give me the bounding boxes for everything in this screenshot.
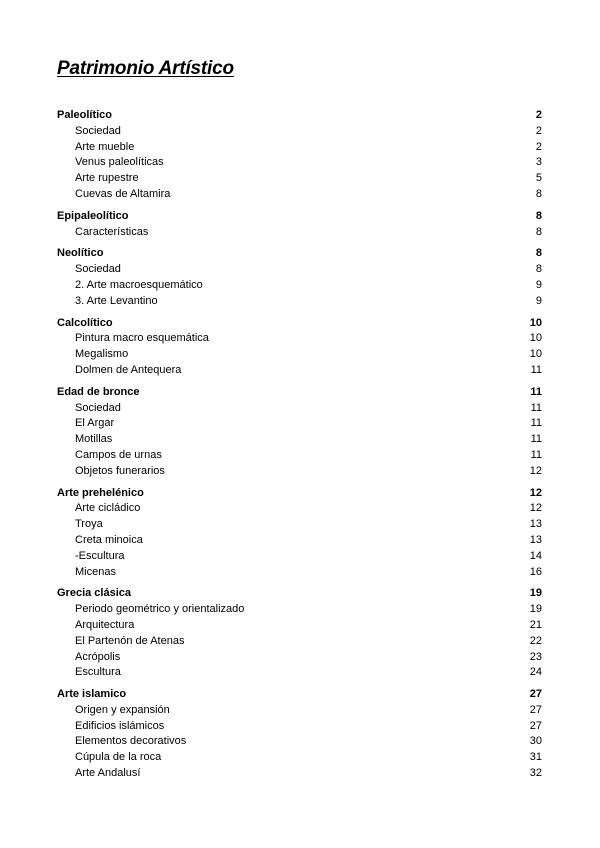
toc-heading-row[interactable] (57, 316, 542, 332)
toc-entry-label: Cúpula de la roca (75, 751, 162, 764)
toc-heading-page: 12 (529, 486, 542, 499)
toc-section (57, 209, 542, 241)
toc-heading-row[interactable] (57, 586, 542, 602)
toc-entry-row[interactable] (57, 719, 542, 735)
toc-entry-row[interactable] (57, 140, 542, 156)
toc-entry-row[interactable] (57, 618, 542, 634)
toc-section (57, 316, 542, 379)
toc-entry-page: 9 (535, 278, 542, 291)
toc-heading-title: Grecia clásica (57, 587, 132, 600)
toc-entry-label: Cuevas de Altamira (75, 187, 171, 200)
toc-entry-page: 27 (529, 703, 542, 716)
toc-entry-page: 21 (529, 618, 542, 631)
toc-heading-title: Calcolítico (57, 316, 113, 329)
toc-entry-page: 2 (535, 140, 542, 153)
toc-entry-page: 8 (535, 225, 542, 238)
toc-entry-label: Arte mueble (75, 140, 135, 153)
toc-entry-row[interactable] (57, 363, 542, 379)
toc-entry-row[interactable] (57, 278, 542, 294)
toc-entry-label: Campos de urnas (75, 448, 162, 461)
toc-heading-page: 11 (530, 385, 542, 398)
toc-entry-label: Escultura (75, 666, 121, 679)
toc-entry-label: Arquitectura (75, 618, 135, 631)
toc-heading-title: Epipaleolítico (57, 209, 129, 222)
toc-entry-label: Origen y expansión (75, 703, 170, 716)
toc-entry-page: 8 (535, 187, 542, 200)
toc-entry-row[interactable] (57, 517, 542, 533)
toc-entry-label: Arte Andalusí (75, 767, 141, 780)
toc-heading-page: 2 (535, 109, 542, 121)
toc-entry-page: 14 (529, 549, 542, 562)
toc-entry-page: 13 (529, 518, 542, 531)
toc-entry-label: -Escultura (75, 549, 125, 562)
toc-entry-label: Acrópolis (75, 650, 121, 663)
toc-entry-page: 19 (529, 603, 542, 616)
toc-section (57, 687, 542, 782)
toc-entry-page: 12 (529, 502, 542, 515)
toc-heading-row[interactable] (57, 209, 542, 225)
toc-heading-page: 10 (529, 316, 542, 329)
toc-heading-title: Arte prehelénico (57, 486, 144, 499)
toc-entry-label: Edificios islámicos (75, 719, 165, 732)
toc-entry-page: 9 (535, 294, 542, 307)
toc-entry-label: Arte rupestre (75, 172, 139, 185)
toc-entry-page: 12 (529, 464, 542, 477)
toc-entry-page: 2 (535, 124, 542, 137)
toc-entry-row[interactable] (57, 347, 542, 363)
toc-entry-page: 11 (530, 448, 542, 461)
toc-heading-title: Arte islamico (57, 688, 127, 701)
toc-heading-page: 8 (535, 247, 542, 260)
toc-entry-page: 10 (529, 348, 542, 361)
toc-section (57, 385, 542, 480)
toc-entry-label: Creta minoica (75, 533, 143, 546)
toc-section (57, 486, 542, 581)
toc-entry-label: Megalismo (75, 348, 129, 361)
toc-entry-row[interactable] (57, 634, 542, 650)
toc-entry-page: 32 (529, 767, 542, 780)
toc-heading-title: Paleolítico (57, 109, 113, 121)
toc-entry-label: El Argar (75, 417, 115, 430)
toc-entry-label: Dolmen de Antequera (75, 363, 182, 376)
toc-entry-row[interactable] (57, 464, 542, 480)
toc-entry-page: 8 (535, 263, 542, 276)
toc-entry-label: 3. Arte Levantino (75, 294, 158, 307)
toc-entry-label: Pintura macro esquemática (75, 332, 209, 345)
toc-entry-row[interactable] (57, 665, 542, 681)
toc-entry-row[interactable] (57, 766, 542, 782)
toc-entry-label: 2. Arte macroesquemático (75, 278, 203, 291)
toc-entry-row[interactable] (57, 331, 542, 347)
toc-entry-page: 3 (535, 156, 542, 169)
toc-heading-title: Edad de bronce (57, 385, 140, 398)
toc-entry-row[interactable] (57, 416, 542, 432)
toc-entry-row[interactable] (57, 501, 542, 517)
toc-entry-page: 30 (529, 735, 542, 748)
toc-entry-label: Sociedad (75, 124, 121, 137)
toc-entry-row[interactable] (57, 750, 542, 766)
toc-entry-page: 11 (530, 363, 542, 376)
toc-heading-page: 8 (535, 209, 542, 222)
toc-entry-row[interactable] (57, 432, 542, 448)
toc-entry-row[interactable] (57, 187, 542, 203)
toc-entry-label: Venus paleolíticas (75, 156, 164, 169)
toc-heading-row[interactable] (57, 246, 542, 262)
toc-entry-row[interactable] (57, 549, 542, 565)
toc-entry-row[interactable] (57, 448, 542, 464)
toc-entry-row[interactable] (57, 734, 542, 750)
toc-entry-label: Arte cicládico (75, 502, 141, 515)
toc-section (57, 246, 542, 309)
toc-heading-row[interactable] (57, 108, 542, 124)
toc-entry-label: Características (75, 225, 149, 238)
toc-heading-page: 19 (529, 587, 542, 600)
toc-heading-row[interactable] (57, 486, 542, 502)
toc-entry-row[interactable] (57, 565, 542, 581)
toc-entry-row[interactable] (57, 171, 542, 187)
toc-entry-page: 16 (529, 565, 542, 578)
toc-entry-row[interactable] (57, 401, 542, 417)
toc-entry-page: 13 (529, 533, 542, 546)
toc-section (57, 586, 542, 681)
toc-entry-label: Micenas (75, 565, 116, 578)
toc-entry-label: Elementos decorativos (75, 735, 187, 748)
toc-entry-row[interactable] (57, 124, 542, 140)
toc-entry-row[interactable] (57, 602, 542, 618)
toc-section (57, 108, 542, 203)
toc-entry-row[interactable] (57, 650, 542, 666)
toc-entry-label: Periodo geométrico y orientalizado (75, 603, 245, 616)
table-of-contents (57, 108, 542, 788)
toc-heading-page: 27 (529, 688, 542, 701)
toc-entry-page: 11 (530, 417, 542, 430)
toc-entry-row[interactable] (57, 262, 542, 278)
toc-entry-label: El Partenón de Atenas (75, 634, 185, 647)
toc-entry-page: 11 (530, 401, 542, 414)
toc-heading-row[interactable] (57, 687, 542, 703)
toc-entry-row[interactable] (57, 225, 542, 241)
toc-entry-label: Motillas (75, 433, 113, 446)
toc-entry-label: Sociedad (75, 263, 121, 276)
toc-entry-page: 31 (529, 751, 542, 764)
toc-entry-row[interactable] (57, 155, 542, 171)
toc-heading-title: Neolítico (57, 247, 104, 260)
toc-entry-row[interactable] (57, 703, 542, 719)
toc-entry-page: 27 (529, 719, 542, 732)
toc-entry-page: 23 (529, 650, 542, 663)
toc-entry-page: 11 (530, 433, 542, 446)
toc-entry-row[interactable] (57, 294, 542, 310)
toc-entry-label: Troya (75, 518, 103, 531)
toc-entry-row[interactable] (57, 533, 542, 549)
toc-entry-page: 24 (529, 666, 542, 679)
toc-entry-page: 10 (529, 332, 542, 345)
toc-entry-page: 22 (529, 634, 542, 647)
toc-entry-label: Objetos funerarios (75, 464, 165, 477)
toc-entry-label: Sociedad (75, 401, 121, 414)
page-title: Patrimonio Artístico (57, 58, 234, 79)
toc-entry-page: 5 (535, 172, 542, 185)
toc-heading-row[interactable] (57, 385, 542, 401)
